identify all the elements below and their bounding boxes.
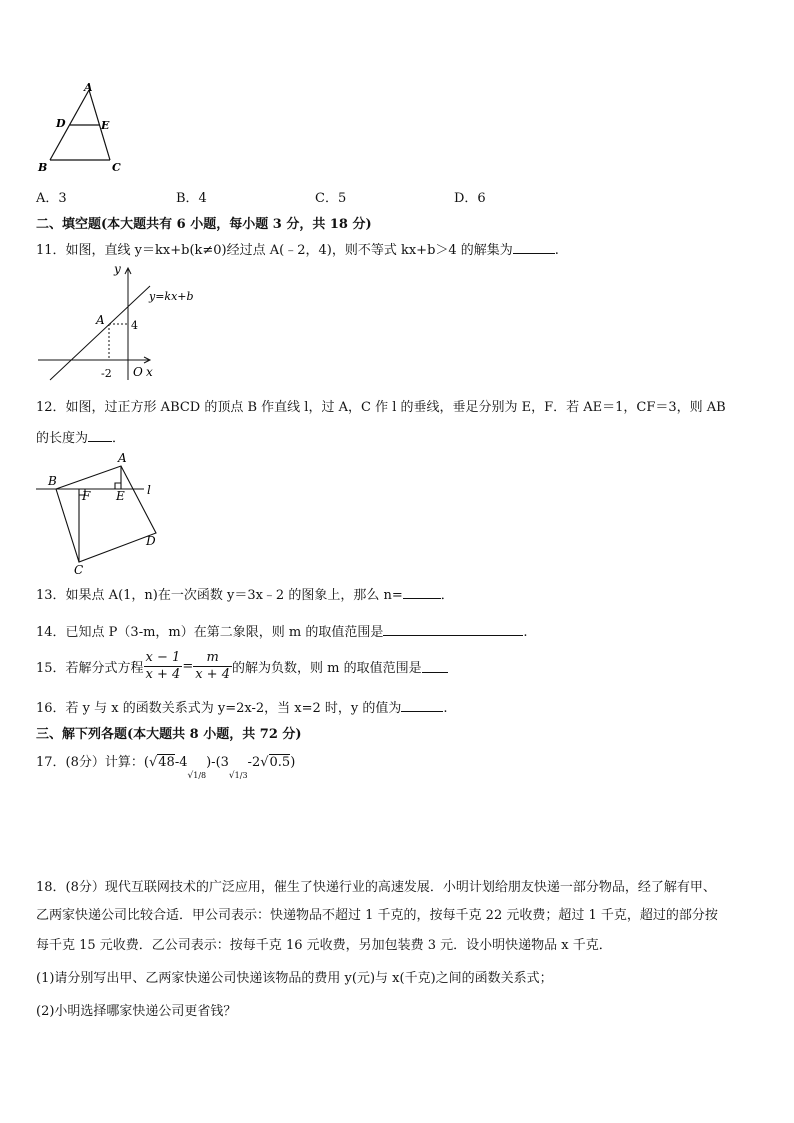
q14-answer-blank <box>383 623 523 636</box>
q15-fraction-right <box>193 650 232 683</box>
sqrt-icon: √ <box>260 755 269 770</box>
neg2-label: -2 <box>101 367 112 380</box>
q14-text: 14．已知点 P（3-m，m）在第二象限，则 m 的取值范围是 <box>36 625 384 640</box>
option-a: A．3 <box>36 191 67 206</box>
point-a-label: A <box>96 313 105 327</box>
sqrt-icon: √ <box>148 755 158 770</box>
option-d: D．6 <box>454 191 486 206</box>
label-a: A <box>84 81 93 94</box>
question-15 <box>36 650 448 683</box>
q13-text: 13．如果点 A(1，n)在一次函数 y＝3x﹣2 的图象上，那么 n= <box>36 588 403 603</box>
x-axis-label: x <box>146 365 153 379</box>
label-e: E <box>116 489 125 503</box>
sqrt-icon: √ <box>228 771 235 781</box>
question-18-line2: 乙两家快递公司比较合适．甲公司表示：快递物品不超过 1 千克的，按每千克 22 元收费；超过 1 千克，超过的部分按 <box>36 908 718 923</box>
triangle-figure <box>34 78 134 178</box>
label-l: l <box>147 483 151 497</box>
label-c: C <box>74 563 84 575</box>
origin-label: O <box>133 365 143 379</box>
label-d: D <box>56 117 66 130</box>
label-a: A <box>118 451 127 465</box>
label-d: D <box>146 534 156 548</box>
question-13 <box>36 584 454 603</box>
q12-answer-blank <box>88 429 112 442</box>
line-label: y=kx+b <box>149 290 194 303</box>
q15-den1: x + 4 <box>145 667 181 682</box>
q11-answer-blank <box>513 241 555 254</box>
option-c: C．5 <box>315 191 347 206</box>
sqrt-icon: √ <box>187 771 194 781</box>
q17-minus4: -4 <box>174 755 188 770</box>
question-17 <box>36 751 295 781</box>
q17-exp2: 1/3 <box>234 771 248 780</box>
q15-answer-blank <box>422 660 448 673</box>
question-18-sub2: (2)小明选择哪家快递公司更省钱？ <box>36 1004 237 1019</box>
question-12-line2 <box>36 427 125 446</box>
question-14 <box>36 621 527 640</box>
q14-end: . <box>523 625 528 640</box>
question-16 <box>36 697 448 716</box>
section-3-heading: 三、解下列各题(本大题共 8 小题，共 72 分) <box>36 727 302 742</box>
q15-den2: x + 4 <box>195 667 230 682</box>
q15-fraction-left <box>144 650 183 683</box>
q15-post: 的解为负数，则 m 的取值范围是 <box>231 661 422 676</box>
q11-text: 11．如图，直线 y＝kx+b(k≠0)经过点 A(﹣2，4)，则不等式 kx+b＞4 的解集为 <box>36 243 513 258</box>
label-f: F <box>82 489 91 503</box>
y-axis-label: y <box>114 262 121 276</box>
q12-square-figure <box>34 450 174 575</box>
q13-end: ． <box>440 588 454 603</box>
question-18-line1: 18．(8分）现代互联网技术的广泛应用，催生了快递行业的高速发展．小明计划给朋友快递一部分物品，经了解有甲、 <box>36 880 716 895</box>
q17-radicand-05: 0.5 <box>269 755 291 770</box>
q17-exp1: 1/8 <box>193 771 207 780</box>
question-11 <box>36 239 559 258</box>
q11-end: . <box>554 243 559 258</box>
question-18-line3: 每千克 15 元收费．乙公司表示：按每千克 16 元收费，另加包装费 3 元．设小明快递物品 x 千克． <box>36 938 612 953</box>
q12-line2-text: 的长度为 <box>36 431 89 446</box>
q17-minus2: -2 <box>247 755 261 770</box>
question-18-sub1: (1)请分别写出甲、乙两家快递公司快递该物品的费用 y(元)与 x(千克)之间的函数关系式； <box>36 971 553 986</box>
q15-num1: x − 1 <box>145 650 181 665</box>
section-2-heading: 二、填空题(本大题共有 6 小题，每小题 3 分，共 18 分) <box>36 217 372 232</box>
q15-num2: m <box>193 650 232 667</box>
square-abcd <box>56 466 156 562</box>
label-c: C <box>112 161 121 174</box>
option-b: B．4 <box>176 191 207 206</box>
q11-graph <box>36 262 216 387</box>
label-b: B <box>38 161 48 174</box>
q16-answer-blank <box>401 699 443 712</box>
q15-pre: 15．若解分式方程 <box>36 661 144 676</box>
q12-end: ． <box>112 431 126 446</box>
q16-end: . <box>443 701 448 716</box>
q17-radicand-48: 48 <box>158 755 175 770</box>
q16-text: 16．若 y 与 x 的函数关系式为 y=2x-2，当 x=2 时，y 的值为 <box>36 701 402 716</box>
four-label: 4 <box>131 319 138 332</box>
q15-eq: = <box>182 659 194 674</box>
label-b: B <box>48 474 57 488</box>
q17-pre: 17．(8分）计算：( <box>36 755 149 770</box>
q17-end: ) <box>290 755 296 770</box>
q13-answer-blank <box>403 586 441 599</box>
label-e: E <box>101 119 110 132</box>
question-12-line1: 12．如图，过正方形 ABCD 的顶点 B 作直线 l，过 A，C 作 l 的垂线，垂足分别为 E，F．若 AE＝1，CF＝3，则 AB <box>36 400 726 415</box>
q17-mid: )-(3 <box>206 755 229 770</box>
